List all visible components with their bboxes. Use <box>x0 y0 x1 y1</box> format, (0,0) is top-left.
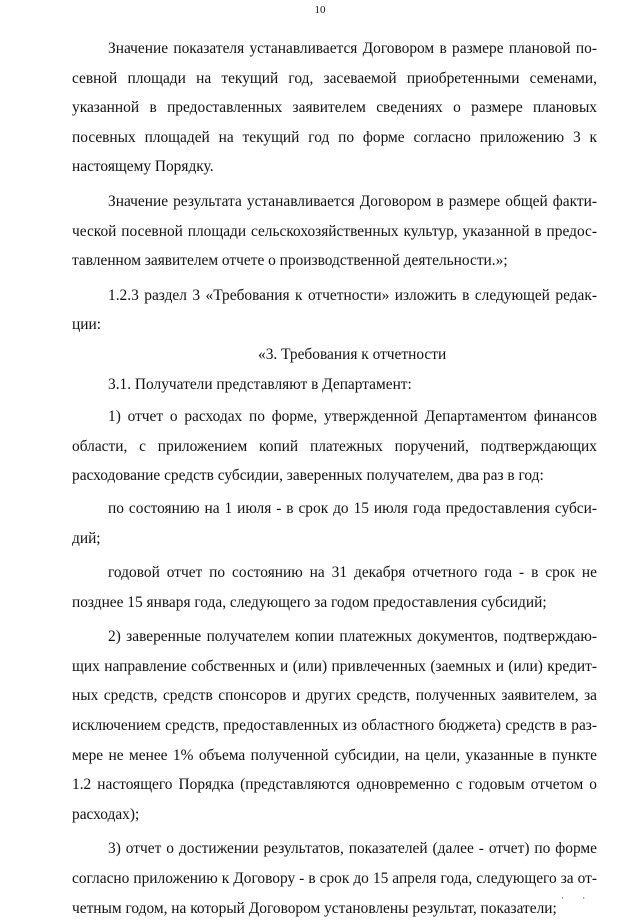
paragraph-3-1: 3.1. Получатели представляют в Департамент: <box>108 375 412 393</box>
page-number: 10 <box>314 4 326 16</box>
paragraph-annual-report: годовой отчет по состоянию на 31 декабря отчетного года - в срок не позднее 15 января года, следующего за годом предоставления субсидий; <box>72 564 597 611</box>
list-item-2-payment-documents: 2) заверенные получателем копии платежных документов, подтверждающих направление собственных и (или) привлеченных (заемных и (или) кредитных средств, средств спонсоров и других средств, полученных заявителем, за исключением средств, предоставленных из областного бюджета) средств в размере не менее 1% объема полученной субсидии, на цели, указанные в пункте 1.2 настоящего Порядка (представляются одновременно с годовым отчетом о расходах); <box>72 628 597 823</box>
section-heading: «3. Требования к отчетности <box>258 345 447 363</box>
paragraph-result-value: Значение результата устанавливается Договором в размере общей фактической посевной площади сельскохозяйственных культур, указанной в предоставленном заявителем отчете о производственной деятельности.»; <box>72 192 597 270</box>
paragraph-amendment-1-2-3: 1.2.3 раздел 3 «Требования к отчетности» изложить в следующей редакции: <box>72 286 597 334</box>
document-body <box>72 34 597 923</box>
paragraph-indicator-value: Значение показателя устанавливается Договором в размере плановой посевной площади на текущий год, засеваемой приобретенными семенами, указанной в предоставленных заявителем сведениях о размере плановых посевных площадей на текущий год по форме согласно приложению 3 к настоящему Порядку. <box>72 40 597 176</box>
list-item-1-expense-report: 1) отчет о расходах по форме, утвержденной Департаментом финансов области, с приложением копий платежных поручений, подтверждающих расходование средств субсидии, заверенных получателем, два раз в год: <box>72 408 597 485</box>
list-item-3-results-report: 3) отчет о достижении результатов, показателей (далее - отчет) по форме согласно приложению к Договору - в срок до 15 апреля года, следующего за отчетным годом, на который Договором установлены результат, показатели; <box>72 840 597 917</box>
footer-marks: · · <box>561 893 594 903</box>
paragraph-july-deadline: по состоянию на 1 июля - в срок до 15 июля года предоставления субсидий; <box>72 499 597 547</box>
